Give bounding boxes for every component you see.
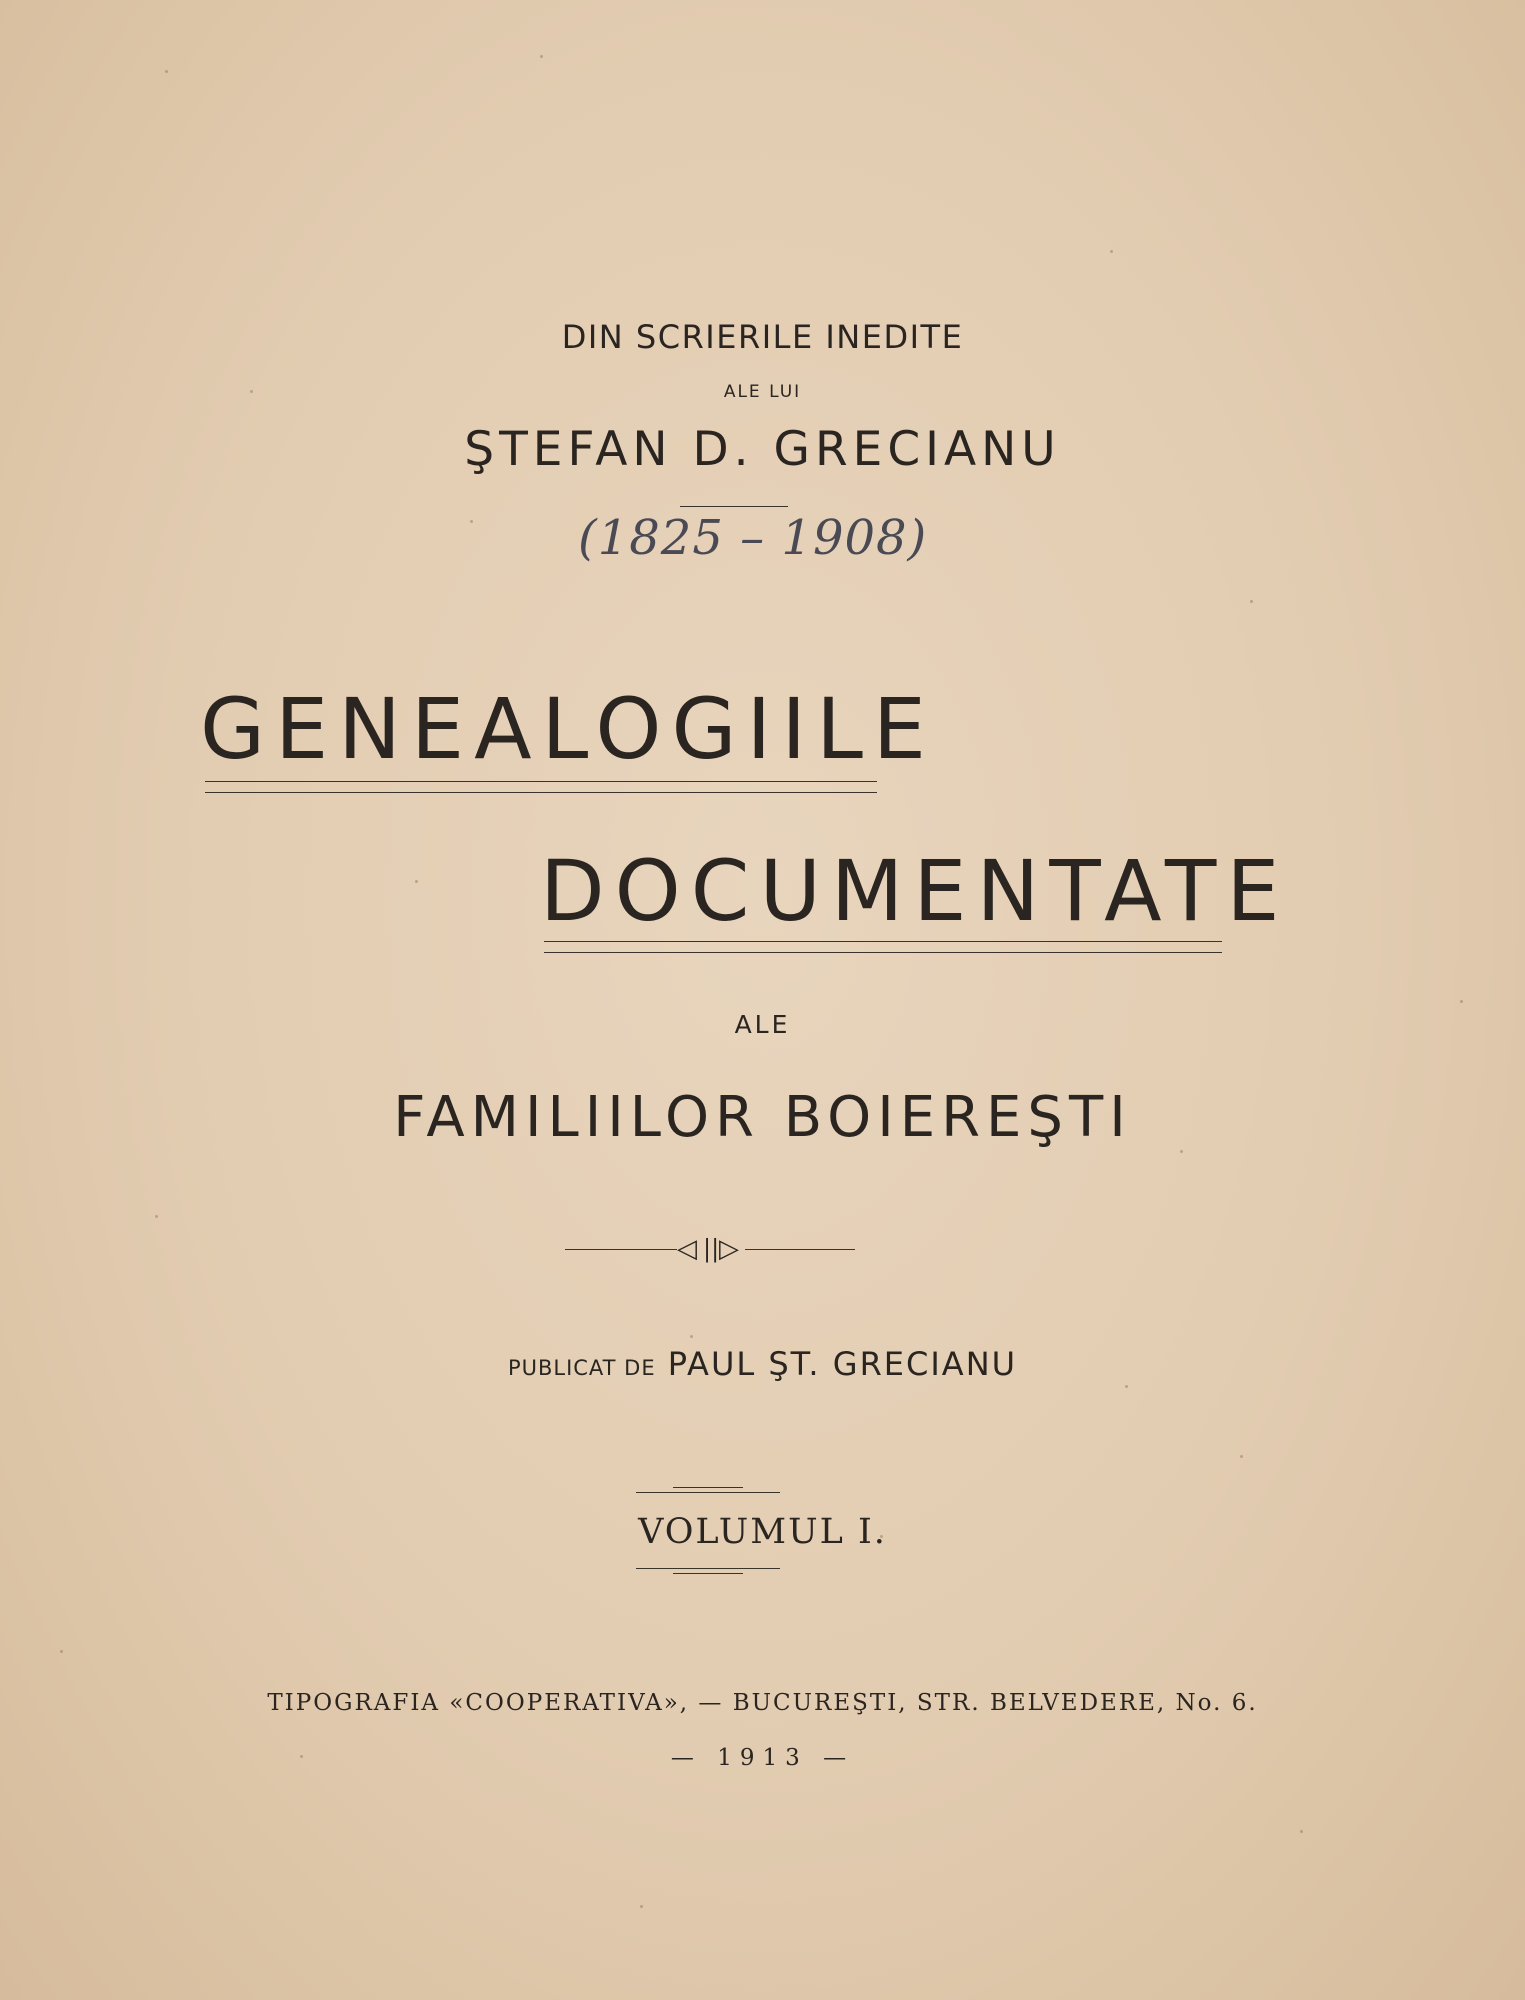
title-line-2: DOCUMENTATE bbox=[540, 842, 1290, 940]
publisher-line bbox=[0, 1345, 1525, 1383]
publisher-prefix: PUBLICAT DE bbox=[507, 1356, 656, 1380]
of-the-label: ALE LUI bbox=[723, 382, 802, 402]
publication-year: — 1913 — bbox=[670, 1745, 855, 1771]
printer-imprint: TIPOGRAFIA «COOPERATIVA», — BUCUREŞTI, STR. BELVEDERE, No. 6. bbox=[267, 1690, 1258, 1716]
publisher-name: PAUL ŞT. GRECIANU bbox=[667, 1345, 1018, 1383]
title-line-1-double-rule bbox=[205, 781, 877, 793]
handwritten-dates: (1825 – 1908) bbox=[578, 510, 928, 566]
title-line-3: FAMILIILOR BOIEREŞTI bbox=[393, 1085, 1132, 1150]
of-label: ALE bbox=[734, 1010, 791, 1039]
volume-bottom-rule bbox=[636, 1568, 780, 1574]
ornament-divider bbox=[565, 1232, 855, 1266]
ornament-left-triangle-icon: ◁ bbox=[677, 1234, 697, 1264]
volume-top-rule bbox=[636, 1487, 780, 1493]
collection-heading: DIN SCRIERILE INEDITE bbox=[561, 318, 964, 356]
author-name: ŞTEFAN D. GRECIANU bbox=[464, 422, 1061, 477]
ornament-right-triangle-icon: ▷ bbox=[719, 1234, 739, 1264]
author-underline bbox=[680, 506, 788, 507]
volume-label: VOLUMUL I. bbox=[638, 1512, 887, 1552]
title-line-1: GENEALOGIILE bbox=[200, 680, 936, 778]
title-line-2-double-rule bbox=[544, 941, 1222, 953]
ornament-center-bars-icon: || bbox=[703, 1235, 720, 1263]
